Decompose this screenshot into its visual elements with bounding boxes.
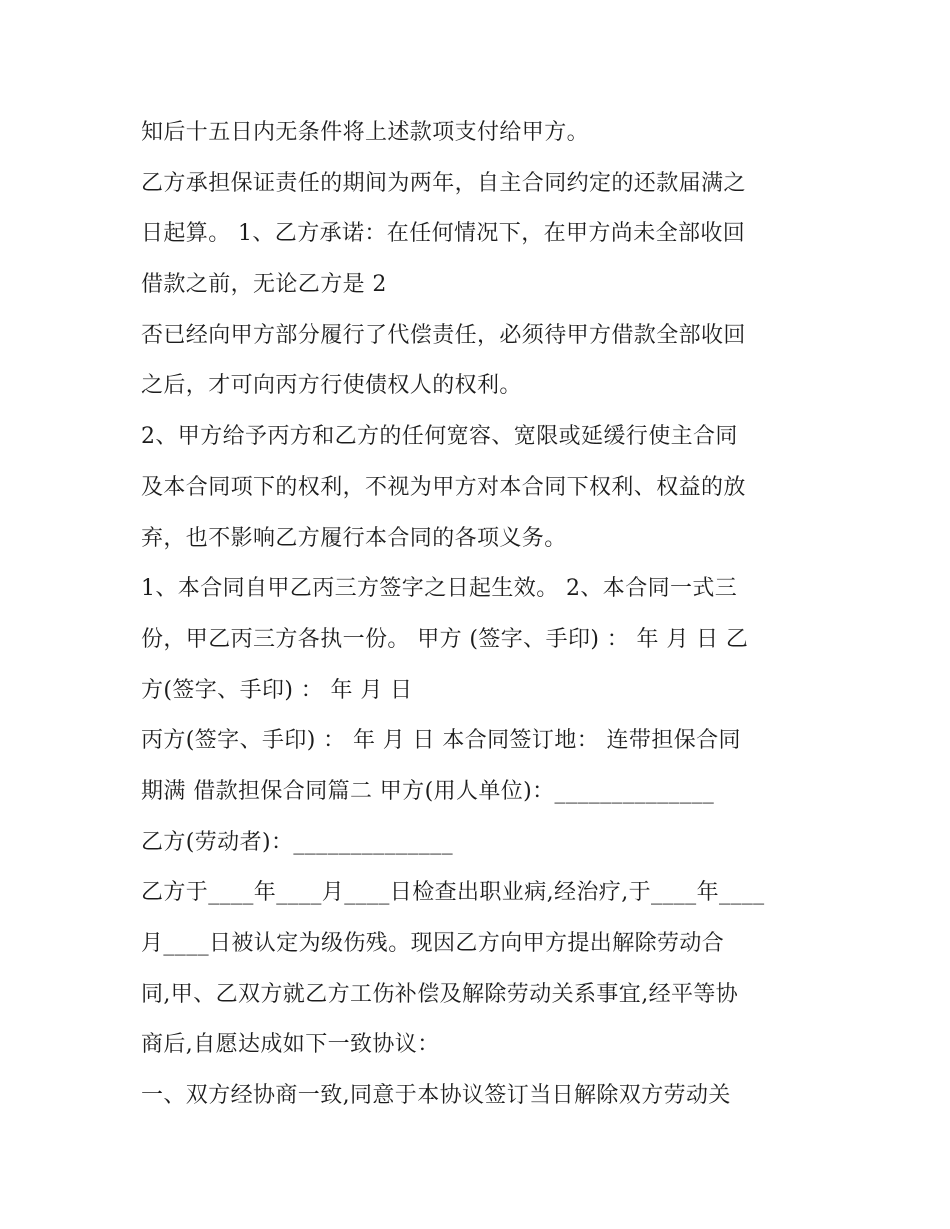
document-body (141, 108, 841, 1122)
text-line: 同,甲、乙双方就乙方工伤补偿及解除劳动关系事宜,经平等协 (141, 981, 739, 1007)
text-line: 2、甲方给予丙方和乙方的任何宽容、宽限或延缓行使主合同 (141, 424, 738, 450)
text-line: 及本合同项下的权利，不视为甲方对本合同下权利、权益的放 (141, 474, 746, 500)
text-line: 丙方(签字、手印) ： 年 月 日 本合同签订地： 连带担保合同 (141, 728, 741, 754)
text-line: 1、本合同自甲乙丙三方签字之日起生效。 2、本合同一式三 (141, 576, 738, 602)
text-line: 借款之前，无论乙方是 2 (141, 272, 387, 298)
text-line: 日起算。 1、乙方承诺：在任何情况下，在甲方尚未全部收回 (141, 221, 746, 247)
text-line: 乙方承担保证责任的期间为两年，自主合同约定的还款届满之 (141, 170, 746, 196)
text-line: 一、双方经协商一致,同意于本协议签订当日解除双方劳动关 (141, 1083, 731, 1109)
text-line: 否已经向甲方部分履行了代偿责任，必须待甲方借款全部收回 (141, 322, 746, 348)
text-line: 知后十五日内无条件将上述款项支付给甲方。 (141, 120, 590, 145)
text-line: 乙方于____年____月____日检查出职业病,经治疗,于____年____ (141, 880, 765, 906)
text-line: 乙方(劳动者)：______________ (141, 829, 453, 855)
text-line: 弃，也不影响乙方履行本合同的各项义务。 (141, 525, 567, 551)
text-line: 期满 借款担保合同篇二 甲方(用人单位)：______________ (141, 778, 715, 804)
text-line: 方(签字、手印) ： 年 月 日 (141, 677, 413, 703)
text-line: 之后，才可向丙方行使债权人的权利。 (141, 373, 522, 399)
text-line: 商后,自愿达成如下一致协议： (141, 1032, 440, 1058)
text-line: 月____日被认定为级伤残。现因乙方向甲方提出解除劳动合 (141, 931, 725, 956)
text-line: 份，甲乙丙三方各执一份。 甲方 (签字、手印) ： 年 月 日 乙 (141, 626, 749, 652)
